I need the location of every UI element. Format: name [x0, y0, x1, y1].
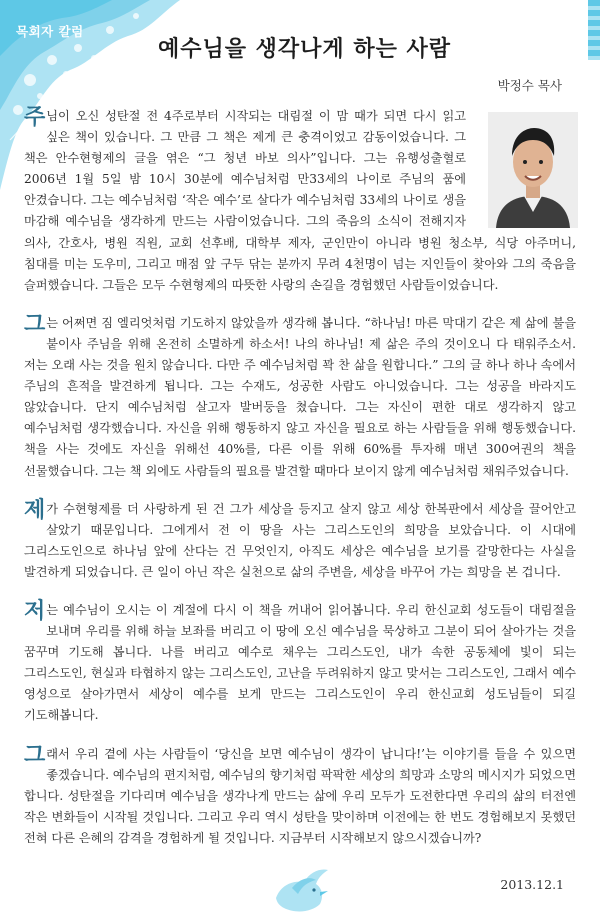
bird-icon	[270, 858, 332, 920]
article-title: 예수님을 생각나게 하는 사람	[158, 37, 452, 62]
paragraph-text: 는 어쩌면 짐 엘리엇처럼 기도하지 않았을까 생각해 봅니다. “하나님! 마른 막대기 같은 제 삶에 불을 붙이사 주님을 위해 온전히 소멸하게 하소서! 나의 하나님! 제 삶은 주의 것이오니 다 태워주소서. 저는 오래 사는 것을 원치 않습니다. 다만 주 예수님처럼 꽉 찬 삶을 원합니다.” 그의 글 하나 하나 속에서 주님의 흔적을 발견하게 됩니다. 그는 수재도, 성공한 사람도 아니었습니다. 그는 성공을 바라지도 않았습니다. 단지 예수님처럼 살고자 발버둥을 쳤습니다. 그는 자신이 편한 대로 생각하지 않고 예수님처럼 생각했습니다. 자신을 위해 행동하지 않고 자신을 필요로 하는 사람들을 위해 행동했습니다. 책을 사는 것에도 자신을 위해선 40%를, 다른 이를 위해 60%를 투자해 매년 300여권의 책을 선물했습니다. 그는 책 외에도 사람들의 필요를 발견할 때마다 보이지 않게 예수님처럼 채워주었습니다.	[24, 315, 576, 478]
column-tag: 목회자 칼럼	[16, 24, 84, 39]
drop-cap: 주	[24, 105, 46, 130]
drop-cap: 그	[24, 311, 46, 337]
paragraph-2	[24, 313, 576, 482]
paragraph-text: 는 예수님이 오시는 이 계절에 다시 이 책을 꺼내어 읽어봅니다. 우리 한신교회 성도들이 대림절을 보내며 우리를 위해 하늘 보좌를 버리고 이 땅에 오신 예수님을 묵상하고 그분이 되어 살아가는 것을 꿈꾸며 기도해 봅니다. 나를 버리고 예수로 채우는 그리스도인, 내가 속한 공동체에 빛이 되는 그리스도인, 현실과 타협하지 않는 그리스도인, 고난을 두려워하지 않고 맞서는 그리스도인, 그래서 예수 영성으로 살아가면서 세상이 예수를 보게 만드는 그리스도인이 우리 한신교회 성도님들이 되길 기도해봅니다.	[24, 602, 576, 723]
publish-date: 2013.12.1	[500, 877, 564, 892]
drop-cap: 저	[24, 598, 46, 624]
paragraph-4	[24, 600, 576, 727]
photo-wrap-spacer	[466, 106, 576, 230]
article-body	[24, 106, 576, 866]
paragraph-1	[24, 106, 576, 296]
paragraph-text: 래서 우리 곁에 사는 사람들이 ‘당신을 보면 예수님이 생각이 납니다!’는 이야기를 들을 수 있으면 좋겠습니다. 예수님의 편지처럼, 예수님의 향기처럼 팍팍한 세상의 희망과 소망의 메시지가 되었으면 합니다. 성탄절을 기다리며 예수님을 생각나게 만드는 삶에 우리 모두가 도전한다면 우리의 삶의 터전엔 작은 변화들이 시작될 것입니다. 그리고 우리 역시 성탄을 맞이하며 이전에는 한 번도 경험해보지 못했던 전혀 다른 은혜의 감격을 경험하게 될 것입니다. 지금부터 시작해보지 않으시겠습니까?	[24, 746, 576, 845]
paragraph-text: 님이 오신 성탄절 전 4주로부터 시작되는 대림절 이 맘 때가 되면 다시 읽고 싶은 책이 있습니다. 그 만큼 그 책은 제게 큰 충격이었고 감동이었습니다. 그 책은 안수현형제의 글을 엮은 “그 청년 바보 의사”입니다. 그는 유행성출혈로 2006년 1월 5일 밤 10시 30분에 예수님처럼 만33세의 나이로 주님의 품에 안겼습니다. 그는 예수님처럼 ‘작은 예수’로 살다가 예수님처럼 33세의 나이로 생을 마감해 예수님을 생각하게 만드는 사람이었습니다. 그의 죽음의 소식이 전해지자 의사, 간호사, 병원 직원, 교회 선후배, 대학부 제자, 군인만이 아니라 병원 청소부, 식당 아주머니, 침대를 미는 도우미, 그리고 매점 앞 구두 닦는 분까지 무려 4천명이 넘는 지인들이 찾아와 그의 죽음을 슬퍼했습니다. 그들은 모두 수현형제의 따뜻한 사랑의 손길을 경험했던 사람들이었습니다.	[24, 109, 576, 292]
drop-cap: 그	[24, 742, 46, 768]
corner-stripe-ornament	[588, 0, 600, 60]
paragraph-text: 가 수현형제를 더 사랑하게 된 건 그가 세상을 등지고 살지 않고 세상 한복판에서 세상을 끌어안고 살았기 때문입니다. 그에게서 전 이 땅을 사는 그리스도인의 희망을 보았습니다. 이 시대에 그리스도인으로 하나님 앞에 산다는 건 무엇인지, 아직도 세상은 예수님을 보기를 갈망한다는 사실을 발견하게 되었습니다. 큰 일이 아닌 작은 실천으로 삶의 주변을, 세상을 바꾸어 가는 희망을 본 겁니다.	[24, 501, 576, 579]
drop-cap: 제	[24, 497, 46, 523]
paragraph-5	[24, 744, 576, 849]
author-name: 박정수 목사	[497, 78, 562, 93]
paragraph-3	[24, 499, 576, 583]
